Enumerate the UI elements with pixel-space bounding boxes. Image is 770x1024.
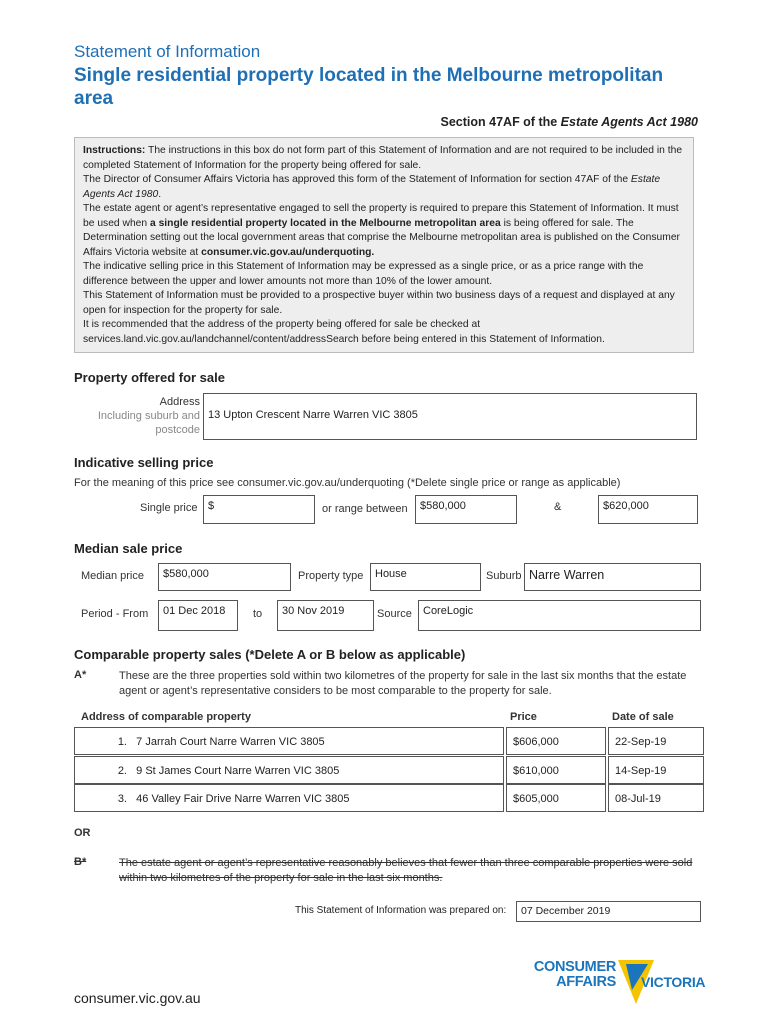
row-number: 2. bbox=[117, 765, 127, 777]
source-field[interactable]: CoreLogic bbox=[418, 600, 701, 631]
row-address: 46 Valley Fair Drive Narre Warren VIC 3805 bbox=[136, 793, 350, 805]
property-heading: Property offered for sale bbox=[74, 370, 225, 385]
address-field[interactable]: 13 Upton Crescent Narre Warren VIC 3805 bbox=[203, 393, 697, 440]
row-address-cell[interactable] bbox=[74, 784, 504, 812]
logo-line-affairs: AFFAIRS bbox=[556, 974, 616, 990]
consumer-affairs-victoria-logo bbox=[528, 959, 706, 1006]
single-price-label: Single price bbox=[140, 502, 198, 514]
median-price-field[interactable]: $580,000 bbox=[158, 563, 291, 591]
prepared-label: This Statement of Information was prepared on: bbox=[295, 905, 507, 916]
period-from-label: Period - From bbox=[81, 608, 149, 620]
period-from-field[interactable]: 01 Dec 2018 bbox=[158, 600, 238, 631]
range-low-field[interactable]: $580,000 bbox=[415, 495, 517, 524]
source-label: Source bbox=[377, 608, 412, 620]
row-price-cell[interactable]: $610,000 bbox=[506, 756, 606, 784]
logo-line-victoria: VICTORIA bbox=[641, 974, 706, 990]
instructions-p5: This Statement of Information must be provided to a prospective buyer within two business days of a request and displayed at any open for inspection for the property for sale. bbox=[83, 290, 675, 316]
form-subtitle: Single residential property located in the Melbourne metropolitan area bbox=[74, 65, 664, 109]
row-price-cell[interactable]: $606,000 bbox=[506, 727, 606, 755]
range-label: or range between bbox=[322, 503, 408, 515]
row-address: 7 Jarrah Court Narre Warren VIC 3805 bbox=[136, 736, 325, 748]
col-date-header: Date of sale bbox=[612, 711, 674, 723]
row-date-cell[interactable]: 14-Sep-19 bbox=[608, 756, 704, 784]
indicative-note: For the meaning of this price see consumer.vic.gov.au/underquoting (*Delete single price or range as applicable) bbox=[74, 477, 621, 489]
option-a-marker: A* bbox=[74, 669, 87, 681]
instructions-p6: It is recommended that the address of the property being offered for sale be checked at services.land.vic.gov.au/landchannel/content/addressSearch before being entered in this Statement of Information. bbox=[83, 319, 605, 345]
address-label-line1: Address bbox=[159, 396, 200, 408]
property-type-field[interactable]: House bbox=[370, 563, 481, 591]
instructions-box bbox=[74, 137, 694, 353]
comparable-heading: Comparable property sales (*Delete A or B below as applicable) bbox=[74, 647, 466, 662]
row-number: 3. bbox=[117, 793, 127, 805]
period-to-label: to bbox=[253, 608, 263, 620]
row-number: 1. bbox=[117, 736, 127, 748]
row-date-cell[interactable]: 22-Sep-19 bbox=[608, 727, 704, 755]
option-b-marker: B* bbox=[74, 856, 87, 868]
section-act: Estate Agents Act 1980 bbox=[560, 115, 698, 129]
logo-line-consumer: CONSUMER bbox=[533, 959, 616, 975]
address-label-line2: Including suburb and bbox=[97, 410, 200, 422]
range-ampersand: & bbox=[554, 501, 562, 513]
median-price-label: Median price bbox=[81, 570, 144, 582]
instructions-p2: The Director of Consumer Affairs Victoria has approved this form of the Statement of Information for section 47AF of the bbox=[83, 174, 631, 185]
address-label bbox=[74, 395, 200, 437]
section-reference bbox=[441, 115, 698, 129]
option-a-text: These are the three properties sold within two kilometres of the property for sale in the last six months that the estate agent or agent’s representative considers to be most comparable to the property for sale. bbox=[119, 670, 687, 697]
col-address-header: Address of comparable property bbox=[81, 711, 251, 723]
instructions-p3-cont: is being offered for sale. The Determination setting out the local government areas that comprise the Melbourne metropolitan area is published on the Consumer Affairs Victoria website at bbox=[83, 217, 680, 258]
instructions-p1: The instructions in this box do not form part of this Statement of Information and are not required to be included in the completed Statement of Information for the property being offered for sale. bbox=[83, 145, 683, 171]
instructions-p3-url: consumer.vic.gov.au/underquoting. bbox=[201, 246, 375, 258]
option-b-text: The estate agent or agent’s representative reasonably believes that fewer than three comparable properties were sold within two kilometres of the property for sale in the last six months. bbox=[119, 857, 693, 884]
instructions-p3: The estate agent or agent’s representative engaged to sell the property is required to prepare this Statement of Information. It must be used when bbox=[83, 203, 679, 229]
instructions-lead: Instructions: bbox=[83, 145, 146, 156]
or-label: OR bbox=[74, 827, 91, 839]
row-date-cell[interactable]: 08-Jul-19 bbox=[608, 784, 704, 812]
address-label-line3: postcode bbox=[155, 424, 200, 436]
range-high-field[interactable]: $620,000 bbox=[598, 495, 698, 524]
col-price-header: Price bbox=[510, 711, 537, 723]
single-price-field[interactable]: $ bbox=[203, 495, 315, 524]
logo-text-left bbox=[528, 960, 616, 990]
instructions-p3-bold: a single residential property located in the Melbourne metropolitan area bbox=[149, 217, 501, 229]
prepared-date-field[interactable]: 07 December 2019 bbox=[516, 901, 701, 922]
row-price-cell[interactable]: $605,000 bbox=[506, 784, 606, 812]
suburb-label: Suburb bbox=[486, 570, 522, 582]
suburb-field[interactable]: Narre Warren bbox=[524, 563, 701, 591]
indicative-heading: Indicative selling price bbox=[74, 455, 214, 470]
row-address-cell[interactable] bbox=[74, 756, 504, 784]
median-heading: Median sale price bbox=[74, 541, 183, 556]
property-type-label: Property type bbox=[298, 570, 364, 582]
form-title: Statement of Information bbox=[74, 42, 261, 61]
instructions-p2-act: Estate Agents Act 1980 bbox=[83, 174, 661, 200]
instructions-p2-end: . bbox=[158, 188, 162, 200]
footer-url[interactable]: consumer.vic.gov.au bbox=[74, 990, 201, 1006]
instructions-p4: The indicative selling price in this Statement of Information may be expressed as a single price, or as a price range with the difference between the upper and lower amounts not more than 10% of the lower amount. bbox=[83, 261, 644, 287]
row-address: 9 St James Court Narre Warren VIC 3805 bbox=[136, 765, 340, 777]
section-prefix: Section 47AF of the bbox=[440, 115, 561, 129]
period-to-field[interactable]: 30 Nov 2019 bbox=[277, 600, 374, 631]
row-address-cell[interactable] bbox=[74, 727, 504, 755]
